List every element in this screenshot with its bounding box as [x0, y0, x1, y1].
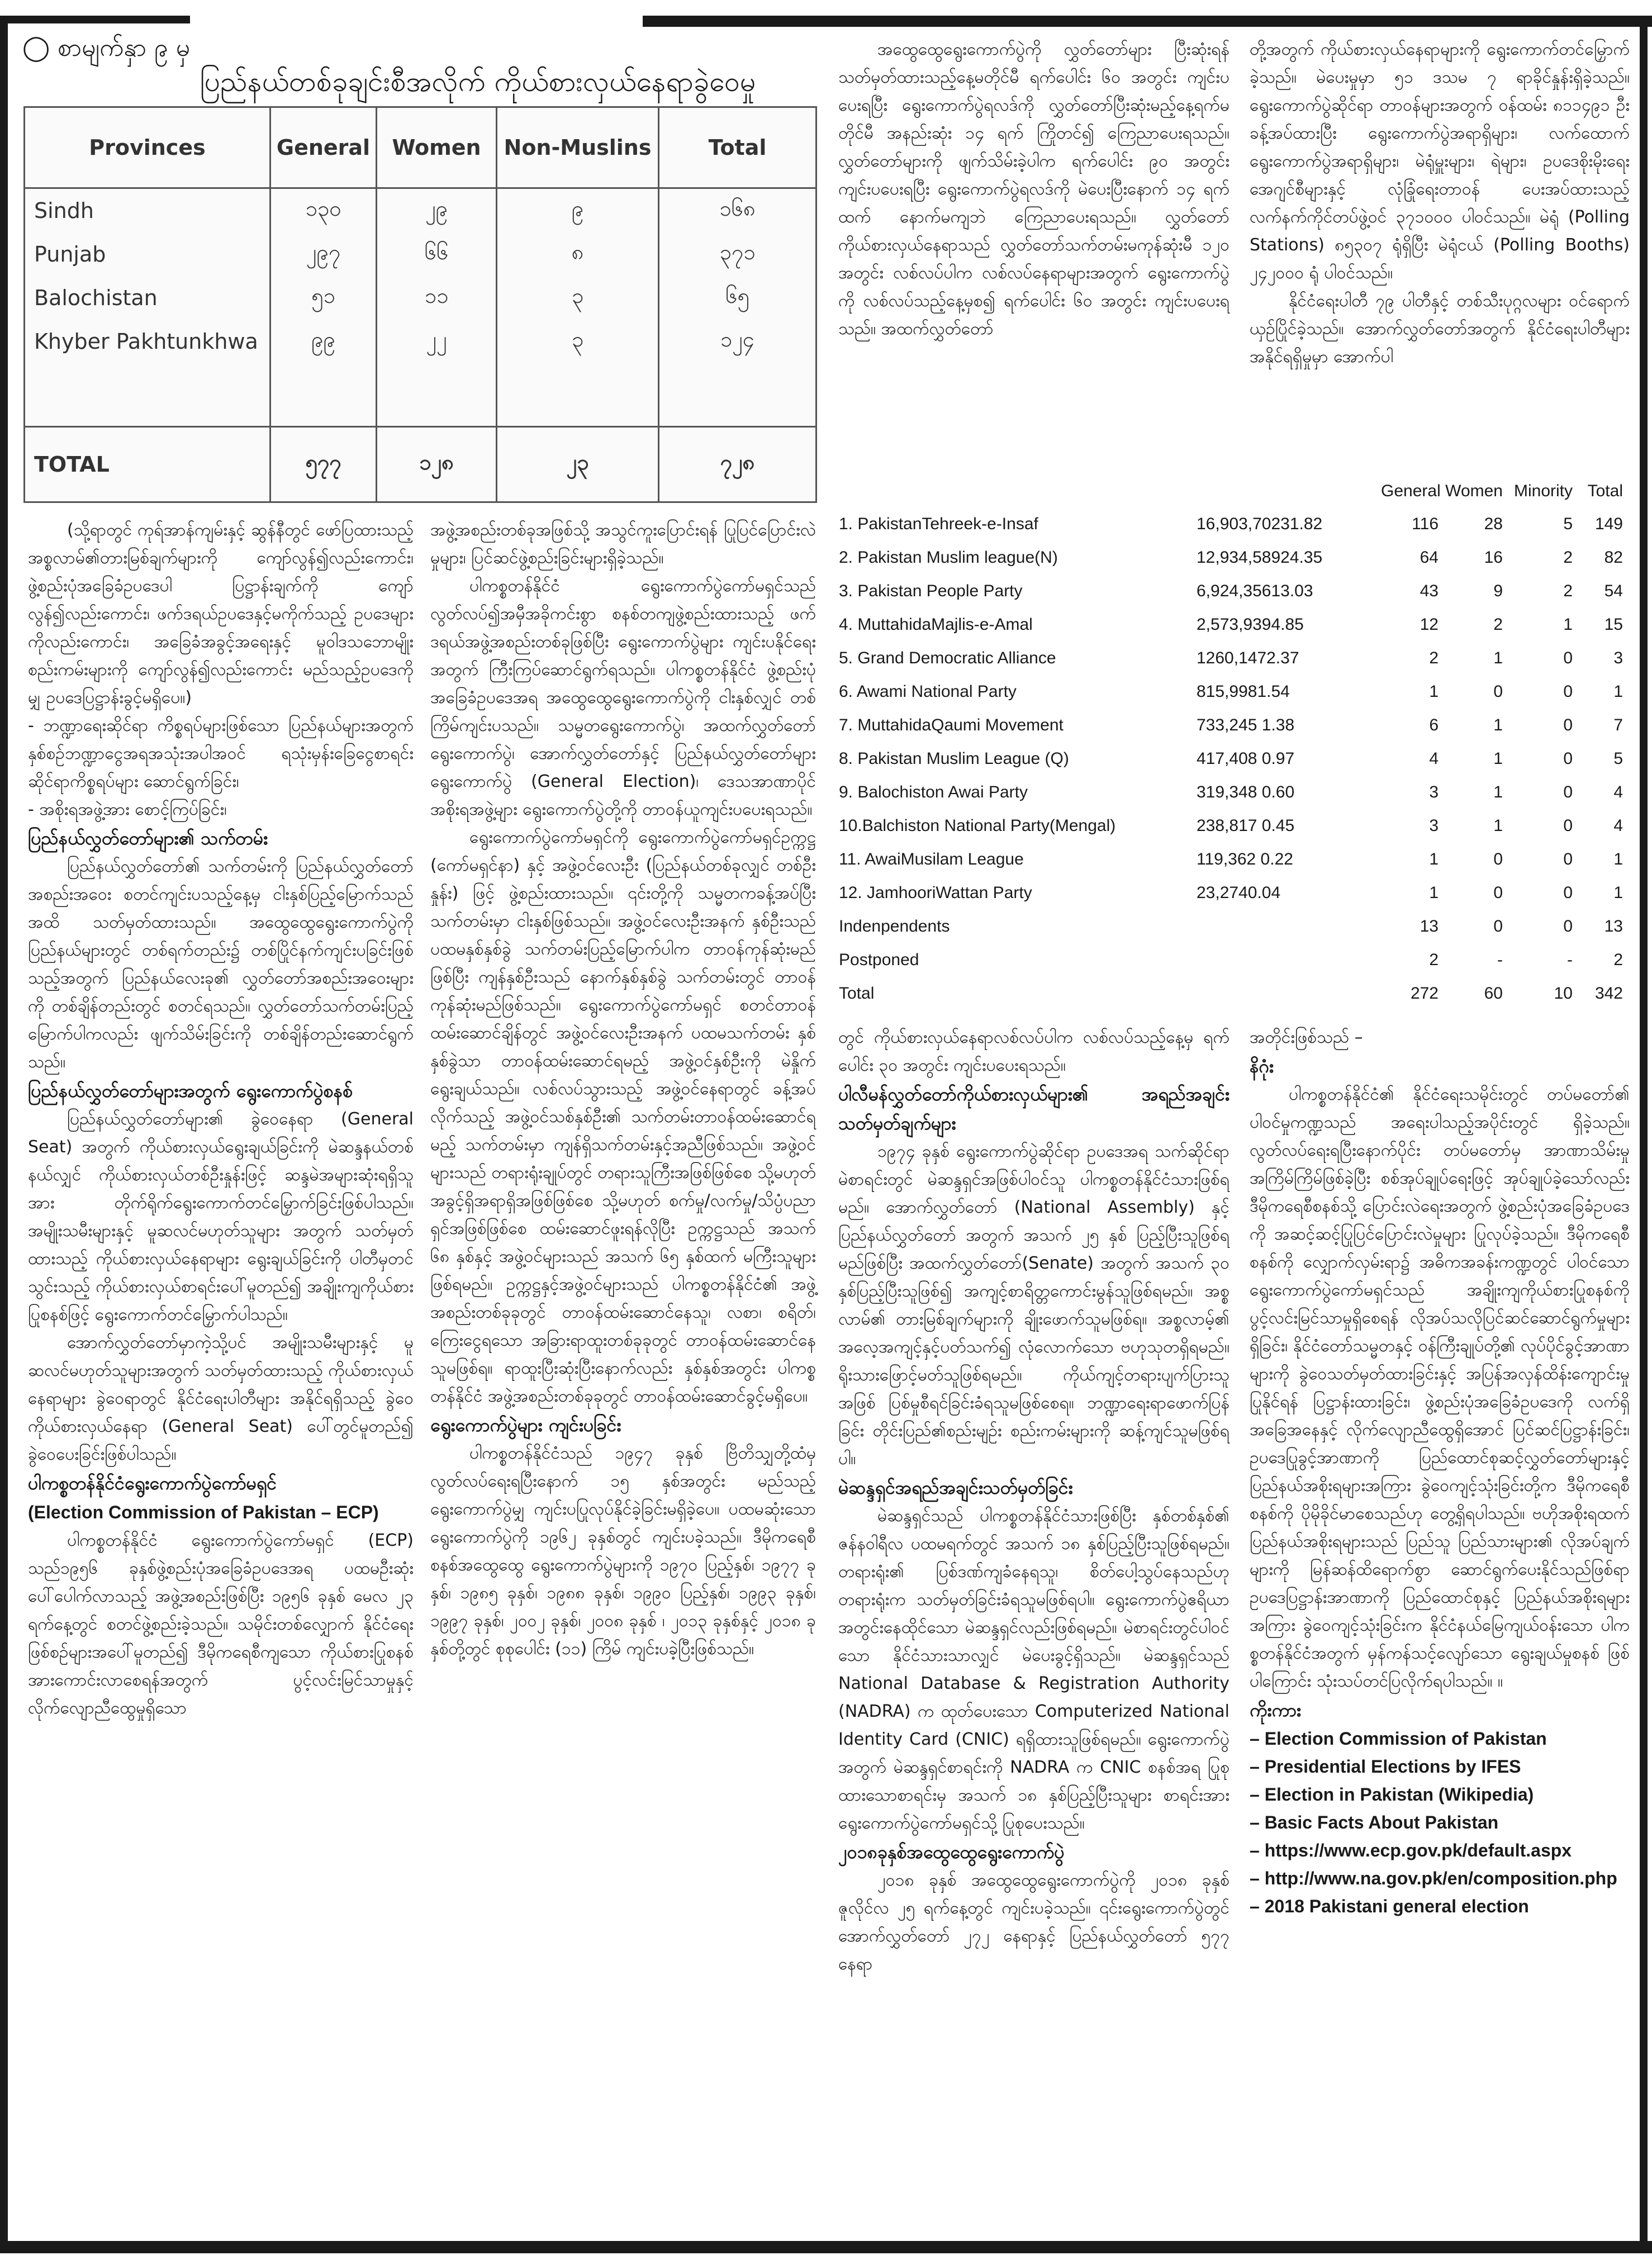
- province-table-header: [25, 107, 816, 188]
- general-seats: 12: [1420, 615, 1439, 634]
- party-row: [838, 809, 1626, 843]
- province-table-title: ပြည်နယ်တစ်ခုချင်းစီအလိုက် ကိုယ်စားလှယ်နေရာခွဲဝေမှု: [200, 65, 756, 98]
- total-seats: 15: [1604, 615, 1623, 634]
- party-votes: [1196, 910, 1380, 943]
- total-seats: ၆၅: [659, 276, 816, 320]
- minority-seats: 0: [1563, 917, 1573, 936]
- continued-from-page: ◯ စာမျက်နှာ ၉ မှ: [22, 34, 190, 62]
- party-name: 11. AwaiMusilam League: [839, 850, 1024, 868]
- left-border: [0, 16, 8, 2245]
- bottom-border: [0, 2241, 1652, 2253]
- section-heading: ပြည်နယ်လွှတ်တော်များအတွက် ရွေးကောက်ပွဲစနစ်: [28, 1080, 353, 1101]
- total-seats: 13: [1604, 917, 1623, 936]
- general-seats: 3: [1429, 783, 1439, 801]
- total-seats: 2: [1613, 951, 1623, 969]
- party-row: [838, 977, 1626, 1010]
- col-header-total: Total: [659, 107, 816, 188]
- paragraph: အောက်လွှတ်တော်မှာကဲ့သို့ပင် အမျိုးသမီးများနှင့် မူဆလင်မဟုတ်သူများအတွက် သတ်မှတ်ထားသည့် ကိုယ်စားလှယ်နေရာများ ခွဲဝေရာတွင် နိုင်ငံရေးပါတီများ အနိုင်ရရှိသည့် ခွဲဝေကိုယ်စားလှယ်နေရာ (General Seat) ပေါ်တွင်မူတည်၍ ခွဲဝေပေးခြင်းဖြစ်ပါသည်။: [28, 1333, 414, 1464]
- paragraph: ရွေးကောက်ပွဲကော်မရှင်ကို ရွေးကောက်ပွဲကော်မရှင်ဥက္ကဋ္ဌ (ကော်မရှင်နာ) နှင့် အဖွဲ့ဝင်လေးဦး (ပြည်နယ်တစ်ခုလျှင် တစ်ဦးနှုန်း) ဖြင့် ဖွဲ့စည်းထားသည်။ ၎င်းတို့ကို သမ္မတကခန့်အပ်ပြီး သက်တမ်းမှာ ငါးနှစ်ဖြစ်သည်။ အဖွဲ့ဝင်လေးဦးအနက် နှစ်ဦးသည် ပထမနှစ်နှစ်ခွဲ သက်တမ်းပြည့်မြောက်ပါက တာဝန်ကုန်ဆုံးမည်ဖြစ်ပြီး ကျန်နှစ်ဦးသည် နောက်နှစ်နှစ်ခွဲ သက်တမ်းတွင် တာဝန်ကုန်ဆုံးမည်ဖြစ်သည်။ ရွေးကောက်ပွဲကော်မရှင် စတင်တာဝန်ထမ်းဆောင်ချိန်တွင် အဖွဲ့ဝင်လေးဦးအနက် ပထမသက်တမ်း နှစ်နှစ်ခွဲသာ တာဝန်ထမ်းဆောင်ရမည့် အဖွဲ့ဝင်နှစ်ဦးကို မဲနှိုက်ရွေးချယ်သည်။ လစ်လပ်သွားသည့် အဖွဲ့ဝင်နေရာတွင် ခန့်အပ်လိုက်သည့် အဖွဲ့ဝင်သစ်နှစ်ဦး၏ သက်တမ်းတာဝန်ထမ်းဆောင်ရမည့် သက်တမ်းမှာ ကျန်ရှိသက်တမ်းနှင့်အညီဖြစ်သည်။ အဖွဲ့ဝင်များသည် တရားရုံးချုပ်တွင် တရားသူကြီးအဖြစ်ဖြစ်စေ သို့မဟုတ် အခွင့်ရှိအရာရှိအဖြစ်ဖြစ်စေ သို့မဟုတ် စက်မှု/လက်မှု/သိပ္ပံပညာရှင်အဖြစ်ဖြစ်စေ ထမ်းဆောင်ဖူးရန်လိုပြီး ဥက္ကဋ္ဌသည် အသက် ၆၈ နှစ်နှင့် အဖွဲ့ဝင်များသည် အသက် ၆၅ နှစ်ထက် မကြီးသူများဖြစ်ရမည်။ ဥက္ကဋ္ဌနှင့်အဖွဲ့ဝင်များသည် ပါကစ္စတန်နိုင်ငံ၏ အဖွဲ့အစည်းတစ်ခုခုတွင် တာဝန်ထမ်းဆောင်နေသူ၊ လစာ၊ စရိတ်၊ ကြေးငွေရသော အခြားရာထူးတစ်ခုခုတွင် တာဝန်ထမ်းဆောင်နေသူမဖြစ်ရ။ ရာထူးပြီးဆုံးပြီးနောက်လည်း နှစ်နှစ်အတွင်း ပါကစ္စတန်နိုင်ငံ အဖွဲ့အစည်းတစ်ခုခုတွင် တာဝန်ထမ်းဆောင်ခွင့်မရှိပေ။: [430, 828, 816, 1406]
- party-votes: [1196, 943, 1380, 977]
- general-seats: 4: [1429, 749, 1439, 768]
- women-seats: -: [1497, 951, 1503, 969]
- non-muslim-seats: ၃: [497, 320, 659, 363]
- party-votes: 23,2740.04: [1197, 884, 1281, 902]
- paragraph: ပါကစ္စတန်နိုင်ငံ ရွေးကောက်ပွဲကော်မရှင်သည် လွတ်လပ်၍အမှီအခိုကင်းစွာ စနစ်တကျဖွဲ့စည်းထားသည့် ဖက်ဒရယ်အဖွဲ့အစည်းတစ်ခုဖြစ်ပြီး ရွေးကောက်ပွဲများ ကျင်းပနိုင်ရေးအတွက် ကြီးကြပ်ဆောင်ရွက်ရသည်။ ပါကစ္စတန်နိုင်ငံ ဖွဲ့စည်းပုံအခြေခံဥပဒေအရ အထွေထွေရွေးကောက်ပွဲကို ငါးနှစ်လျှင် တစ်ကြိမ်ကျင်းပသည်။ သမ္မတရွေးကောက်ပွဲ၊ အထက်လွှတ်တော်ရွေးကောက်ပွဲ၊ အောက်လွှတ်တော်နှင့် ပြည်နယ်လွှတ်တော်များ ရွေးကောက်ပွဲ (General Election)၊ ဒေသအာဏာပိုင်အစိုးရအဖွဲ့များ ရွေးကောက်ပွဲတို့ကို တာဝန်ယူကျင်းပပေးရသည်။: [430, 576, 816, 819]
- general-seats: 13: [1420, 917, 1439, 936]
- paragraph: မဲဆန္ဒရှင်သည် ပါကစ္စတန်နိုင်ငံသားဖြစ်ပြီး နှစ်တစ်နှစ်၏ ဇန်နဝါရီလ ပထမရက်တွင် အသက် ၁၈ နှစ်ပြည့်ပြီးသူဖြစ်ရမည်။ တရားရုံး၏ ပြစ်ဒဏ်ကျခံနေရသူ၊ စိတ်ပေါ့သွပ်နေသည်ဟု တရားရုံးက သတ်မှတ်ခြင်းခံရသူမဖြစ်ရပါ။ ရွေးကောက်ပွဲဧရိယာ အတွင်းနေထိုင်သော မဲဆန္ဒရှင်လည်းဖြစ်ရမည်။ မဲစာရင်းတွင်ပါဝင်သော နိုင်ငံသားသာလျှင် မဲပေးခွင့်ရှိသည်။ မဲဆန္ဒရှင်သည် National Database & Registration Authority (NADRA) က ထုတ်ပေးသော Computerized National Identity Card (CNIC) ရရှိထားသူဖြစ်ရမည်။ ရွေးကောက်ပွဲအတွက် မဲဆန္ဒရှင်စာရင်းကို NADRA က CNIC စနစ်အရ ပြုစုထားသောစာရင်းမှ အသက် ၁၈ နှစ်ပြည့်ပြီးသူများ စာရင်းအား ရွေးကောက်ပွဲကော်မရှင်သို့ ပြုစုပေးသည်။: [838, 1506, 1229, 1833]
- section-heading-english: (Election Commission of Pakistan – ECP): [28, 1502, 379, 1522]
- total-total: ၇၂၈: [659, 427, 816, 502]
- party-table-header: [838, 475, 1626, 507]
- minority-seats: 0: [1563, 682, 1573, 701]
- list-item: - ဘဏ္ဍာရေးဆိုင်ရာ ကိစ္စရပ်များဖြစ်သော ပြည်နယ်များအတွက် နှစ်စဉ်ဘဏ္ဍာငွေအရအသုံးအပါအဝင် ရသုံးမှန်းခြေငွေစာရင်းဆိုင်ရာကိစ္စရပ်များ ဆောင်ရွက်ခြင်း၊: [28, 716, 414, 791]
- party-votes: 12,934,58924.35: [1197, 548, 1323, 567]
- province-name: Sindh: [25, 188, 270, 233]
- general-seats: ၅၁: [270, 276, 377, 320]
- article-column-2: [430, 516, 816, 1663]
- women-seats: 0: [1493, 884, 1503, 902]
- women-seats: 1: [1493, 716, 1503, 734]
- party-row: [838, 541, 1626, 574]
- reference-item: – Presidential Elections by IFES: [1250, 1756, 1521, 1777]
- total-non-muslims: ၂၃: [497, 427, 659, 502]
- party-name: 10.Balchiston National Party(Mengal): [839, 816, 1116, 835]
- party-name: 9. Balochiston Awai Party: [839, 783, 1028, 801]
- party-results-table: [838, 475, 1626, 1010]
- women-seats: ၆၆: [377, 232, 497, 276]
- total-seats: 7: [1613, 716, 1623, 734]
- general-seats: ၂၉၇: [270, 232, 377, 276]
- party-name: 6. Awami National Party: [839, 682, 1017, 701]
- article-column-4-top: [1250, 36, 1630, 371]
- general-seats: 2: [1429, 951, 1439, 969]
- party-name: Total: [839, 984, 875, 1003]
- province-name: Punjab: [25, 232, 270, 276]
- reference-item: – Basic Facts About Pakistan: [1250, 1812, 1499, 1832]
- party-votes: 6,924,35613.03: [1197, 582, 1313, 600]
- total-seats: 4: [1613, 816, 1623, 835]
- total-seats: 1: [1613, 682, 1623, 701]
- paragraph: အထွေထွေရွေးကောက်ပွဲကို လွှတ်တော်များ ပြီးဆုံးရန် သတ်မှတ်ထားသည့်နေ့မတိုင်မီ ရက်ပေါင်း ၆၀ အတွင်း ကျင်းပပေးရပြီး ရွေးကောက်ပွဲရလဒ်ကို လွှတ်တော်ပြီးဆုံးမည့်နေ့ရက်မတိုင်မီ အနည်းဆုံး ၁၄ ရက် ကြိုတင်၍ ကြေညာပေးရသည်။ လွှတ်တော်များကို ဖျက်သိမ်းခဲ့ပါက ရက်ပေါင်း ၉၀ အတွင်း ကျင်းပပေးရပြီး ရွေးကောက်ပွဲရလဒ်ကို မဲပေးပြီးနောက် ၁၄ ရက်ထက် နောက်မကျဘဲ ကြေညာပေးရသည်။ လွှတ်တော်ကိုယ်စားလှယ်နေရာသည် လွှတ်တော်သက်တမ်းမကုန်ဆုံးမီ ၁၂၀ အတွင်း လစ်လပ်ပါက လစ်လပ်နေရာများအတွက် ရွေးကောက်ပွဲကို လစ်လပ်သည့်နေ့မှစ၍ ရက်ပေါင်း ၆၀ အတွင်း ကျင်းပပေးရသည်။ အထက်လွှတ်တော်: [838, 40, 1229, 339]
- reference-item: – Election in Pakistan (Wikipedia): [1250, 1784, 1534, 1805]
- women-seats: 28: [1484, 515, 1503, 533]
- article-column-4-bottom: [1250, 1024, 1630, 1920]
- minority-seats: -: [1567, 951, 1573, 969]
- reference-link[interactable]: – https://www.ecp.gov.pk/default.aspx: [1250, 1840, 1572, 1860]
- col-header-provinces: Provinces: [25, 107, 270, 188]
- party-name: Postponed: [839, 951, 919, 969]
- col-header-non-muslims: Non-Muslins: [497, 107, 659, 188]
- total-seats: 54: [1604, 582, 1623, 600]
- minority-seats: 0: [1563, 716, 1573, 734]
- total-women: ၁၂၈: [377, 427, 497, 502]
- province-name: Khyber Pakhtunkhwa: [25, 320, 270, 363]
- minority-seats: 0: [1563, 783, 1573, 801]
- total-seats: 82: [1604, 548, 1623, 567]
- province-row: [25, 276, 816, 320]
- women-seats: ၂၂: [377, 320, 497, 363]
- general-seats: ၉၉: [270, 320, 377, 363]
- province-row: [25, 232, 816, 276]
- women-seats: 16: [1484, 548, 1503, 567]
- party-row: [838, 943, 1626, 977]
- references-list: [1250, 1725, 1630, 1920]
- province-row: [25, 320, 816, 363]
- province-row: [25, 188, 816, 233]
- paragraph: ပါကစ္စတန်နိုင်ငံ၏ နိုင်ငံရေးသမိုင်းတွင် တပ်မတော်၏ ပါဝင်မှုကဏ္ဍသည် အရေးပါသည့်အပိုင်းတွင် ရှိခဲ့သည်။ လွတ်လပ်ရေးရပြီးနောက်ပိုင်း တပ်မတော်မှ အာဏာသိမ်းမှုအကြိမ်ကြိမ်ဖြစ်ခဲ့ပြီး စစ်အုပ်ချုပ်ရေးဖြင့် အုပ်ချုပ်ခဲ့သော်လည်း ဒီမိုကရေစီစနစ်သို့ ပြောင်းလဲရေးအတွက် ဖွဲ့စည်းပုံအခြေခံဥပဒေကို အဆင့်ဆင့်ပြုပြင်ပြောင်းလဲမှုများ ပြုလုပ်ခဲ့သည်။ ဒီမိုကရေစီစနစ်ကို လျှောက်လှမ်းရာ၌ အဓိကအခန်းကဏ္ဍတွင် ပါဝင်သော ရွေးကောက်ပွဲကော်မရှင်သည် အချိုးကျကိုယ်စားပြုစနစ်ကို ပွင့်လင်းမြင်သာမှုရှိစေရန် လိုအပ်သလိုပြင်ဆင်ဆောင်ရွက်မှုများရှိခြင်း၊ နိုင်ငံတော်သမ္မတနှင့် ဝန်ကြီးချုပ်တို့၏ လုပ်ပိုင်ခွင့်အာဏာများကို ခွဲဝေသတ်မှတ်ထားခြင်းနှင့် အပြန်အလှန်ထိန်းကျောင်းမှုပြုနိုင်ရန် ပြဋ္ဌာန်းထားခြင်း၊ ဖွဲ့စည်းပုံအခြေခံဥပဒေကို လက်ရှိအခြေအနေနှင့် လိုက်လျောညီထွေရှိအောင် ပြင်ဆင်ပြဋ္ဌာန်းခြင်း၊ ဥပဒေပြုခွင့်အာဏာကို ပြည်ထောင်စုဆင့်လွှတ်တော်များနှင့် ပြည်နယ်အစိုးရများအကြား ခွဲဝေကျင့်သုံးခြင်းတို့က ဒီမိုကရေစီစနစ်ကို ပိုမိုခိုင်မာစေသည်ဟု တွေ့ရှိရပါသည်။ ဗဟိုအစိုးရထက် ပြည်နယ်အစိုးရများသည် ပြည်သူ ပြည်သားများ၏ လိုအပ်ချက်များကို မြန်ဆန်ထိရောက်စွာ ဆောင်ရွက်ပေးနိုင်သည်ဖြစ်ရာ ဥပဒေပြဋ္ဌာန်းအာဏာကို ပြည်ထောင်စုနှင့် ပြည်နယ်အစိုးရများအကြား ခွဲဝေကျင့်သုံးခြင်းက နိုင်ငံနယ်မြေကျယ်ဝန်းသော ပါကစ္စတန်နိုင်ငံအတွက် မှန်ကန်သင့်လျော်သော ရွေးချယ်မှုစနစ် ဖြစ်ပါကြောင်း သုံးသပ်တင်ပြလိုက်ရပါသည်။ ။: [1250, 1085, 1630, 1691]
- party-name: 2. Pakistan Muslim league(N): [839, 548, 1058, 567]
- total-seats: 3: [1613, 649, 1623, 667]
- paragraph: ပါကစ္စတန်နိုင်ငံ ရွေးကောက်ပွဲကော်မရှင် (ECP) သည်၁၉၅၆ ခုနှစ်ဖွဲ့စည်းပုံအခြေခံဥပဒေအရ ပထမဦးဆုံးပေါ်ပေါက်လာသည့် အဖွဲ့အစည်းဖြစ်ပြီး ၁၉၅၆ ခုနှစ် မေလ ၂၃ ရက်နေ့တွင် စတင်ဖွဲ့စည်းခဲ့သည်။ သမိုင်းတစ်လျှောက် နိုင်ငံရေးဖြစ်စဉ်များအပေါ်မူတည်၍ ဒီမိုကရေစီကျသော ကိုယ်စားပြုစနစ် အားကောင်းလာစေရန်အတွက် ပွင့်လင်းမြင်သာမှုနှင့် လိုက်လျောညီထွေမှုရှိသော: [28, 1531, 414, 1718]
- women-seats: 9: [1493, 582, 1503, 600]
- paragraph: ပြည်နယ်လွှတ်တော်၏ သက်တမ်းကို ပြည်နယ်လွှတ်တော်အစည်းအဝေး စတင်ကျင်းပသည့်နေ့မှ ငါးနှစ်ပြည့်မြောက်သည်အထိ သတ်မှတ်ထားသည်။ အထွေထွေရွေးကောက်ပွဲကို ပြည်နယ်များတွင် တစ်ရက်တည်း၌ တစ်ပြိုင်နက်ကျင်းပခြင်းဖြစ်သည့်အတွက် ပြည်နယ်လေးခု၏ လွှတ်တော်အစည်းအဝေးများကို တစ်ချိန်တည်းတွင် စတင်ရသည်။ လွှတ်တော်သက်တမ်းပြည့်မြောက်ပါကလည်း ဖျက်သိမ်းခြင်းကို တစ်ချိန်တည်းဆောင်ရွက်သည်။: [28, 857, 414, 1072]
- minority-seats: 0: [1563, 749, 1573, 768]
- col-header-total: Total: [1587, 482, 1623, 500]
- general-seats: 1: [1429, 884, 1439, 902]
- minority-seats: 0: [1563, 884, 1573, 902]
- total-seats: ၁၆၈: [659, 188, 816, 233]
- paragraph: ၁၉၇၄ ခုနှစ် ရွေးကောက်ပွဲဆိုင်ရာ ဥပဒေအရ သက်ဆိုင်ရာမဲစာရင်းတွင် မဲဆန္ဒရှင်အဖြစ်ပါဝင်သူ ပါကစ္စတန်နိုင်ငံသားဖြစ်ရမည်။ အောက်လွှတ်တော် (National Assembly) နှင့် ပြည်နယ်လွှတ်တော် အတွက် အသက် ၂၅ နှစ် ပြည့်ပြီးသူဖြစ်ရမည်ဖြစ်ပြီး အထက်လွှတ်တော်(Senate) အတွက် အသက် ၃၀ နှစ်ပြည့်ပြီးသူဖြစ်၍ အကျင့်စာရိတ္တကောင်းမွန်သူဖြစ်ရမည်။ အစ္စလာမ်၏ တားမြစ်ချက်များကို ချိုးဖောက်သူမဖြစ်ရ။ အစ္စလာမ့်၏ အလေ့အကျင့်နှင့်ပတ်သက်၍ လုံလောက်သော ဗဟုသုတရှိရမည်။ ရိုးသားဖြောင့်မတ်သူဖြစ်ရမည်။ ကိုယ်ကျင့်တရားပျက်ပြားသူအဖြစ် ပြစ်မှုစီရင်ခြင်းခံရသူမဖြစ်စေရ။ ဘဏ္ဍာရေးရာဖောက်ပြန်ခြင်း တိုင်းပြည်၏စည်းမျဉ်း စည်းကမ်းများကို ဆန့်ကျင်သူမဖြစ်ရပါ။: [838, 1142, 1229, 1469]
- party-votes: 1260,1472.37: [1197, 649, 1299, 667]
- party-votes: 16,903,70231.82: [1197, 515, 1323, 533]
- total-seats: ၃၇၁: [659, 232, 816, 276]
- party-row: [838, 574, 1626, 608]
- minority-seats: 2: [1563, 582, 1573, 600]
- party-row: [838, 910, 1626, 943]
- total-label: TOTAL: [25, 427, 270, 502]
- top-border-left: [0, 16, 190, 23]
- party-name: 3. Pakistan People Party: [839, 582, 1023, 600]
- party-name: Indenpendents: [839, 917, 950, 936]
- col-header-minority: Minority: [1513, 482, 1573, 500]
- reference-item: – Election Commission of Pakistan: [1250, 1729, 1547, 1749]
- paragraph: (သို့ရာတွင် ကုရ်အာန်ကျမ်းနှင့် ဆွန်နီတွင် ဖော်ပြထားသည့် အစ္စလာမ်၏တားမြစ်ချက်များကို ကျော်လွန်၍လည်းကောင်း၊ ဖွဲ့စည်းပုံအခြေခံဥပဒေပါ ပြဋ္ဌာန်းချက်ကို ကျော်လွန်၍လည်းကောင်း၊ ဖက်ဒရယ်ဥပဒေနှင့်မကိုက်သည့် ဥပဒေများကိုလည်းကောင်း၊ အခြေခံအခွင့်အရေးနှင့် မူဝါဒသဘောမျိုးစည်းကမ်းများကို ကျော်လွန်၍လည်းကောင်း မည်သည့်ဥပဒေကိုမျှ ဥပဒေပြဋ္ဌာန်းခွင့်မရှိပေ။): [28, 520, 414, 707]
- reference-link[interactable]: – http://www.na.gov.pk/en/composition.php: [1250, 1868, 1617, 1888]
- article-column-1: [28, 516, 414, 1722]
- party-name: 4. MuttahidaMajlis-e-Amal: [839, 615, 1033, 634]
- minority-seats: 0: [1563, 816, 1573, 835]
- non-muslim-seats: ၃: [497, 276, 659, 320]
- total-general: ၅၇၇: [270, 427, 377, 502]
- general-seats: 64: [1420, 548, 1439, 567]
- party-row: [838, 675, 1626, 709]
- women-seats: 0: [1493, 917, 1503, 936]
- party-votes: 815,9981.54: [1197, 682, 1290, 701]
- party-votes: 238,817 0.45: [1197, 816, 1295, 835]
- section-heading: ပါလီမန်လွှတ်တော်ကိုယ်စားလှယ်များ၏ အရည်အချင်းသတ်မှတ်ချက်များ: [838, 1084, 1229, 1134]
- women-seats: 2: [1493, 615, 1503, 634]
- women-seats: ၂၉: [377, 188, 497, 233]
- section-heading: ပါကစ္စတန်နိုင်ငံရွေးကောက်ပွဲကော်မရှင်: [28, 1473, 277, 1494]
- minority-seats: 0: [1563, 850, 1573, 868]
- col-header-women: Women: [1445, 482, 1503, 500]
- party-votes: 119,362 0.22: [1197, 850, 1293, 868]
- women-seats: 1: [1493, 649, 1503, 667]
- list: [28, 712, 414, 824]
- party-row: [838, 709, 1626, 742]
- minority-seats: 1: [1563, 615, 1573, 634]
- party-row: [838, 876, 1626, 910]
- women-seats: 0: [1493, 850, 1503, 868]
- paragraph: ပြည်နယ်လွှတ်တော်များ၏ ခွဲဝေနေရာ (General Seat) အတွက် ကိုယ်စားလှယ်ရွေးချယ်ခြင်းကို မဲဆန္ဒနယ်တစ်နယ်လျှင် ကိုယ်စားလှယ်တစ်ဦးနှုန်းဖြင့် ဆန္ဒမဲအများဆုံးရရှိသူအား တိုက်ရိုက်ရွေးကောက်တင်မြှောက်ခြင်းဖြစ်ပါသည်။ အမျိုးသမီးများနှင့် မူဆလင်မဟုတ်သူများ အတွက် သတ်မှတ်ထားသည့် ကိုယ်စားလှယ်နေရာများ ရွေးချယ်ခြင်းကို ပါတီမှတင်သွင်းသည့် ကိုယ်စားလှယ်စာရင်းပေါ်မူတည်၍ အချိုးကျကိုယ်စားပြုစနစ်ဖြင့် ရွေးကောက်တင်မြှောက်ပါသည်။: [28, 1109, 414, 1324]
- party-votes: 2,573,9394.85: [1197, 615, 1304, 634]
- party-header-blank: [838, 475, 1196, 507]
- paragraph: ပါကစ္စတန်နိုင်ငံသည် ၁၉၄၇ ခုနှစ် ဗြိတိသျှတို့ထံမှ လွတ်လပ်ရေးရပြီးနောက် ၁၅ နှစ်အတွင်း မည်သည့်ရွေးကောက်ပွဲမျှ ကျင်းပပြုလုပ်နိုင်ခဲ့ခြင်းမရှိခဲ့ပေ။ ပထမဆုံးသောရွေးကောက်ပွဲကို ၁၉၆၂ ခုနှစ်တွင် ကျင်းပခဲ့သည်။ ဒီမိုကရေစီစနစ်အထွေထွေ ရွေးကောက်ပွဲများကို ၁၉၇၀ ပြည့်နှစ်၊ ၁၉၇၇ ခုနှစ်၊ ၁၉၈၅ ခုနှစ်၊ ၁၉၈၈ ခုနှစ်၊ ၁၉၉၀ ပြည့်နှစ်၊ ၁၉၉၃ ခုနှစ်၊ ၁၉၉၇ ခုနှစ်၊ ၂၀၀၂ ခုနှစ်၊ ၂၀၀၈ ခုနှစ် ၊ ၂၀၁၃ ခုနှစ်နှင့် ၂၀၁၈ ခုနှစ်တို့တွင် စုစုပေါင်း (၁၁) ကြိမ် ကျင်းပခဲ့ပြီးဖြစ်သည်။: [430, 1443, 816, 1659]
- women-seats: 1: [1493, 749, 1503, 768]
- reference-item: – 2018 Pakistani general election: [1250, 1896, 1529, 1916]
- minority-seats: 2: [1563, 548, 1573, 567]
- party-row: [838, 642, 1626, 675]
- total-seats: 342: [1594, 984, 1623, 1003]
- article-column-3-bottom: [838, 1024, 1229, 1978]
- total-seats: 1: [1613, 850, 1623, 868]
- section-heading: ပြည်နယ်လွှတ်တော်များ၏ သက်တမ်း: [28, 828, 268, 849]
- paragraph: အဖွဲ့အစည်းတစ်ခုအဖြစ်သို့ အသွင်ကူးပြောင်းရန် ပြုပြင်ပြောင်းလဲမှုများ၊ ပြင်ဆင်ဖွဲ့စည်းခြင်းများရှိခဲ့သည်။: [430, 520, 816, 568]
- paragraph: နိုင်ငံရေးပါတီ ၇၉ ပါတီနှင့် တစ်သီးပုဂ္ဂလများ ဝင်ရောက်ယှဉ်ပြိုင်ခဲ့သည်။ အောက်လွှတ်တော်အတွက် နိုင်ငံရေးပါတီများ အနိုင်ရရှိမှုမှာ အောက်ပါ: [1250, 291, 1630, 367]
- party-votes: [1196, 977, 1380, 1010]
- spacer-row: [25, 363, 816, 427]
- total-seats: 149: [1594, 515, 1623, 533]
- paragraph: တွင် ကိုယ်စားလှယ်နေရာလစ်လပ်ပါက လစ်လပ်သည့်နေ့မှ ရက်ပေါင်း ၃၀ အတွင်း ကျင်းပပေးရသည်။: [838, 1028, 1229, 1075]
- party-name: 7. MuttahidaQaumi Movement: [839, 716, 1064, 734]
- party-votes: 319,348 0.60: [1197, 783, 1295, 801]
- non-muslim-seats: ၈: [497, 232, 659, 276]
- total-seats: 4: [1613, 783, 1623, 801]
- women-seats: ၁၁: [377, 276, 497, 320]
- general-seats: 116: [1412, 515, 1439, 533]
- general-seats: 6: [1429, 716, 1439, 734]
- general-seats: 3: [1429, 816, 1439, 835]
- col-header-general: General: [270, 107, 377, 188]
- province-total-row: [25, 427, 816, 502]
- total-seats: 5: [1613, 749, 1623, 768]
- party-row: [838, 742, 1626, 776]
- minority-seats: 0: [1563, 649, 1573, 667]
- non-muslim-seats: ၉: [497, 188, 659, 233]
- party-row: [838, 776, 1626, 809]
- party-row: [838, 843, 1626, 876]
- paragraph: တို့အတွက် ကိုယ်စားလှယ်နေရာများကို ရွေးကောက်တင်မြှောက်ခဲ့သည်။ မဲပေးမှုမှာ ၅၁ ဒသမ ၇ ရာခိုင်နှုန်းရှိခဲ့သည်။ ရွေးကောက်ပွဲဆိုင်ရာ တာဝန်များအတွက် ဝန်ထမ်း ၈၁၁၄၉၁ ဦး ခန့်အပ်ထားပြီး ရွေးကောက်ပွဲအရာရှိများ၊ လက်ထောက် ရွေးကောက်ပွဲအရာရှိများ၊ မဲရုံမှူးများ၊ ရဲများ၊ ဥပဒေစိုးမိုးရေးအေဂျင်စီများနှင့် လုံခြုံရေးတာဝန် ပေးအပ်ထားသည့် လက်နက်ကိုင်တပ်ဖွဲ့ဝင် ၃၇၁၀၀၀ ပါဝင်သည်။ မဲရုံ (Polling Stations) ၈၅၃၀၇ ရုံရှိပြီး မဲရုံငယ် (Polling Booths) ၂၄၂၀၀၀ ရုံ ပါဝင်သည်။: [1250, 40, 1630, 283]
- list-item: - အစိုးရအဖွဲ့အား စောင့်ကြပ်ခြင်း၊: [28, 800, 227, 819]
- total-seats: ၁၂၄: [659, 320, 816, 363]
- minority-seats: 5: [1563, 515, 1573, 533]
- total-seats: 1: [1613, 884, 1623, 902]
- general-seats: 1: [1429, 682, 1439, 701]
- women-seats: 1: [1493, 783, 1503, 801]
- province-name: Balochistan: [25, 276, 270, 320]
- party-votes: 417,408 0.97: [1197, 749, 1295, 768]
- right-border: [1640, 16, 1648, 2245]
- votes-header-blank: [1196, 475, 1380, 507]
- women-seats: 0: [1493, 682, 1503, 701]
- col-header-general: General: [1381, 482, 1441, 500]
- party-name: 5. Grand Democratic Alliance: [839, 649, 1056, 667]
- party-name: 8. Pakistan Muslim League (Q): [839, 749, 1069, 768]
- party-row: [838, 507, 1626, 541]
- article-column-3-top: [838, 36, 1229, 343]
- section-heading: မဲဆန္ဒရှင်အရည်အချင်းသတ်မှတ်ခြင်း: [838, 1477, 1073, 1498]
- section-heading: ရွေးကောက်ပွဲများ ကျင်းပခြင်း: [430, 1414, 621, 1436]
- minority-seats: 10: [1554, 984, 1573, 1003]
- general-seats: 272: [1410, 984, 1439, 1003]
- references-heading: ကိုးကား: [1250, 1699, 1302, 1721]
- women-seats: 60: [1484, 984, 1503, 1003]
- general-seats: 43: [1420, 582, 1439, 600]
- paragraph: အတိုင်းဖြစ်သည် –: [1250, 1028, 1363, 1047]
- general-seats: 1: [1429, 850, 1439, 868]
- party-row: [838, 608, 1626, 642]
- general-seats: 2: [1429, 649, 1439, 667]
- col-header-women: Women: [377, 107, 497, 188]
- province-table: [23, 106, 817, 503]
- general-seats: ၁၃၀: [270, 188, 377, 233]
- section-heading: နိဂုံး: [1250, 1056, 1274, 1077]
- party-name: 12. JamhooriWattan Party: [839, 884, 1032, 902]
- paragraph: ၂၀၁၈ ခုနှစ် အထွေထွေရွေးကောက်ပွဲကို ၂၀၁၈ ခုနှစ် ဇူလိုင်လ ၂၅ ရက်နေ့တွင် ကျင်းပခဲ့သည်။ ၎င်းရွေးကောက်ပွဲတွင် အောက်လွှတ်တော် ၂၇၂ နေရာနှင့် ပြည်နယ်လွှတ်တော် ၅၇၇ နေရာ: [838, 1870, 1229, 1974]
- section-heading: ၂၀၁၈ခုနှစ်အထွေထွေရွေးကောက်ပွဲ: [838, 1841, 1065, 1863]
- party-name: 1. PakistanTehreek-e-Insaf: [839, 515, 1038, 533]
- women-seats: 1: [1493, 816, 1503, 835]
- party-votes: 733,245 1.38: [1197, 716, 1295, 734]
- top-border-right: [643, 16, 1652, 27]
